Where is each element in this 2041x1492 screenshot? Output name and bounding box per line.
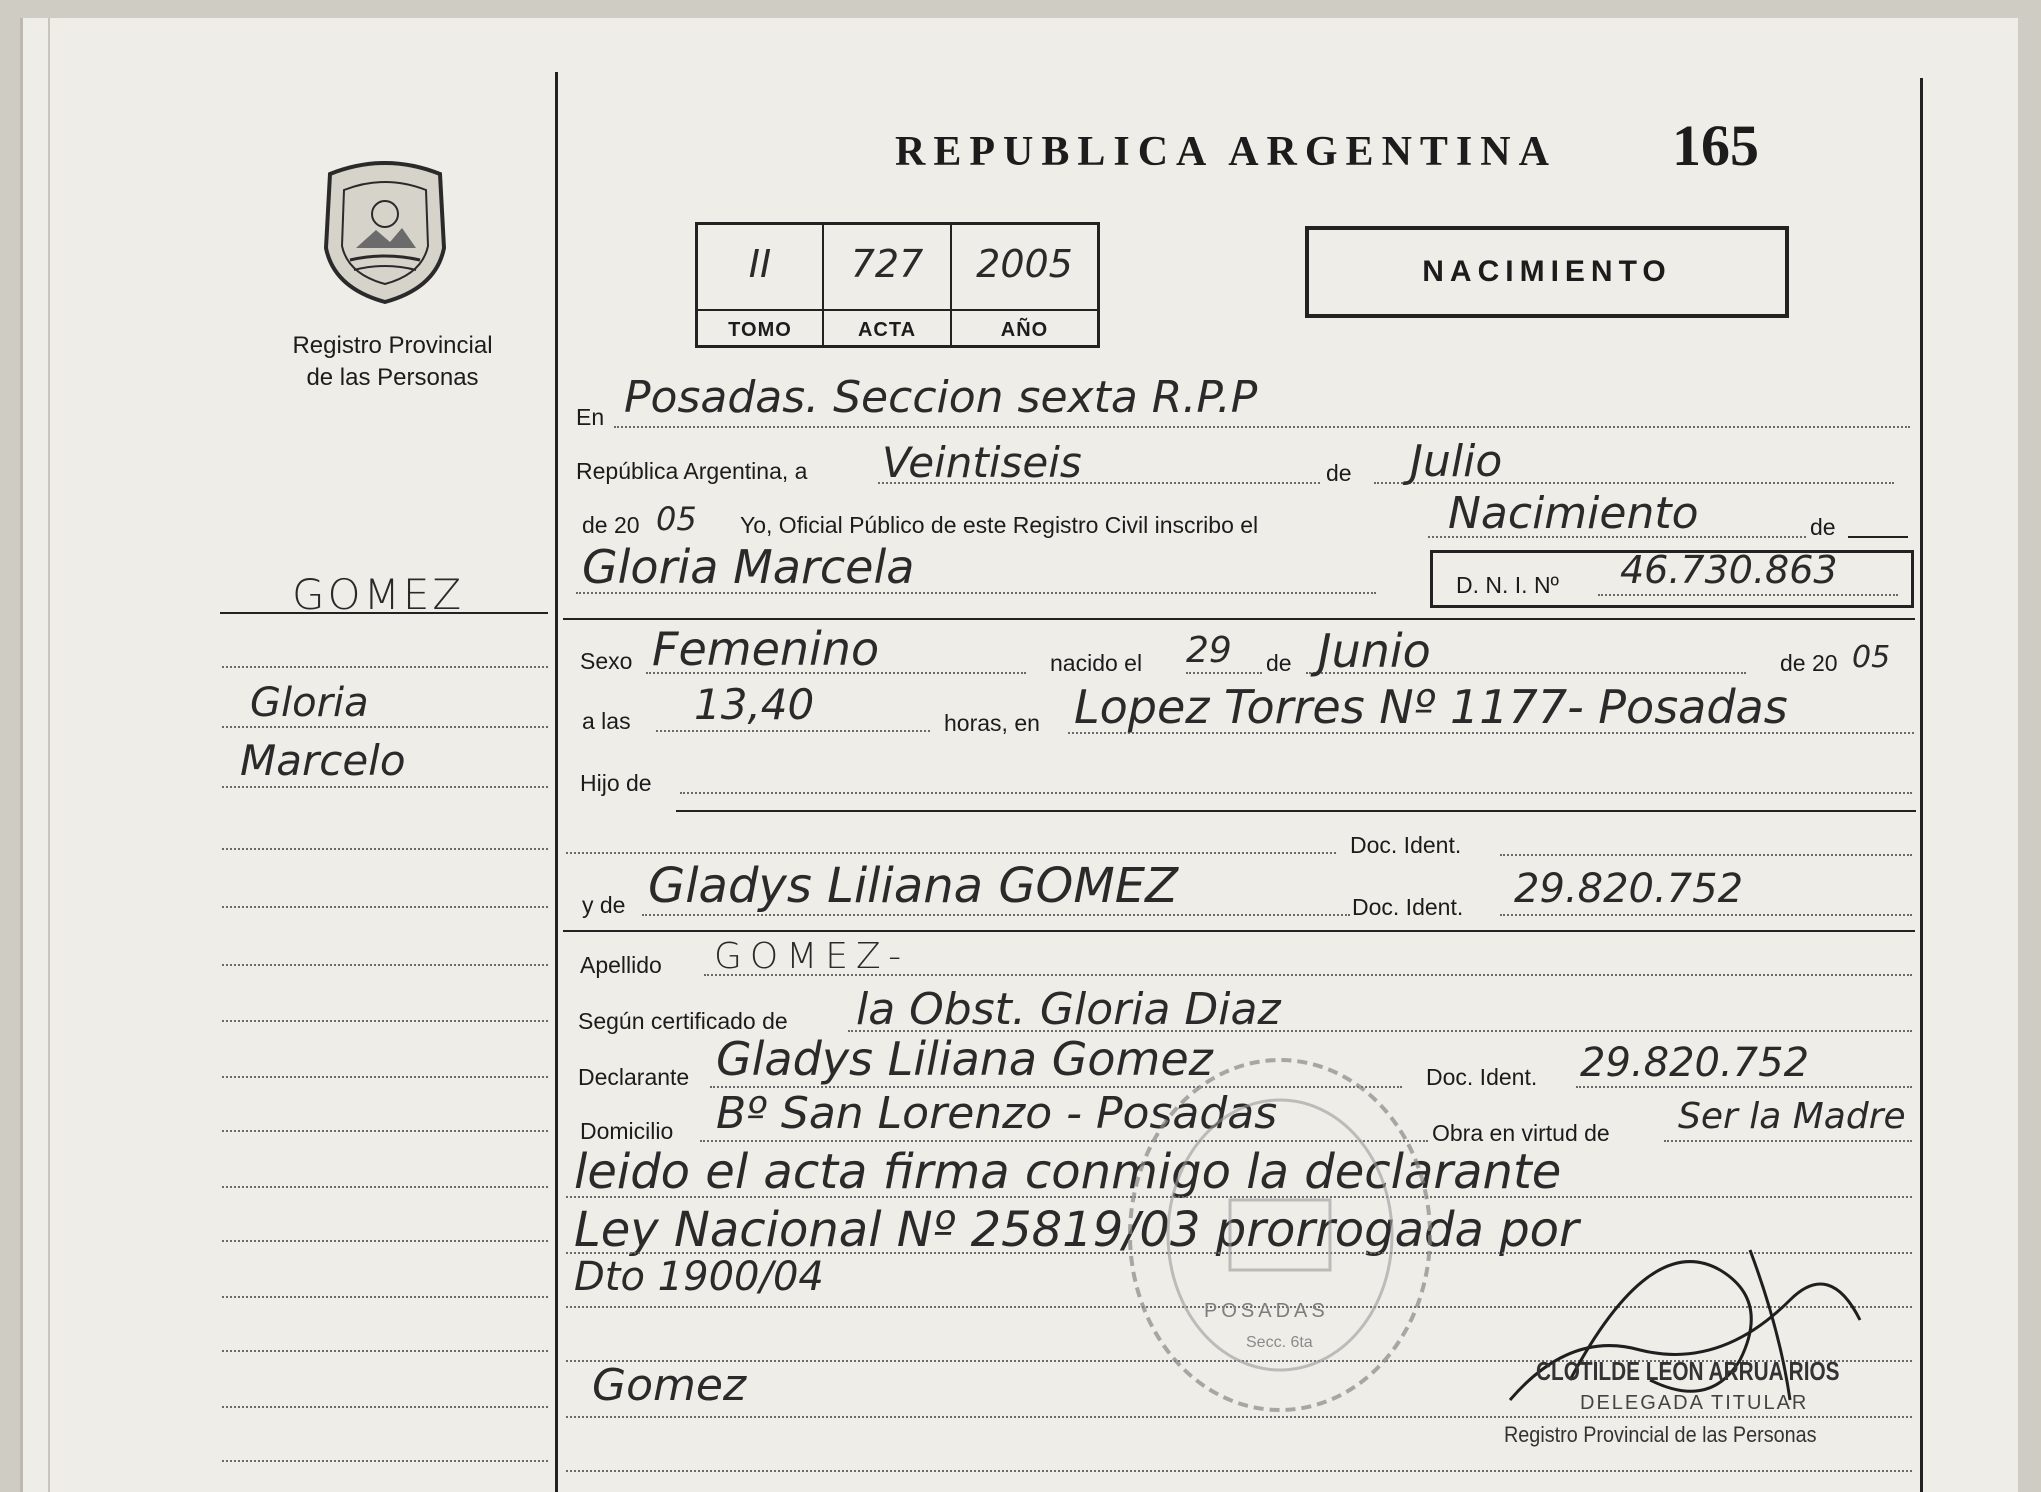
yde-label: y de (582, 892, 626, 918)
official-name: CLOTILDE LEON ARRUA RIOS (1536, 1356, 1840, 1386)
segun-value: la Obst. Gloria Diaz (856, 984, 1281, 1035)
en-value: Posadas. Seccion sexta R.P.P (624, 372, 1258, 423)
doc-ident-label: Doc. Ident. (1350, 832, 1462, 858)
inscribo-value: Nacimiento (1448, 488, 1699, 539)
domicilio-label: Domicilio (580, 1118, 674, 1144)
page-fold (48, 18, 50, 1492)
margin-line (222, 726, 548, 728)
margin-line (222, 848, 548, 850)
column-divider-right (1920, 78, 1923, 1492)
obra-label: Obra en virtud de (1432, 1120, 1610, 1146)
margin-line (222, 786, 548, 788)
margin-line (222, 1186, 548, 1188)
declarante-doc-line (1576, 1086, 1912, 1088)
hijo-label: Hijo de (580, 770, 652, 796)
margin-name1: Gloria (250, 680, 369, 726)
dni-label: D. N. I. Nº (1456, 572, 1559, 598)
dni-line (1598, 594, 1898, 596)
father-doc-line (1500, 854, 1912, 856)
anio-value: 2005 (976, 242, 1073, 286)
margin-line (222, 1350, 548, 1352)
doc-ident-label-2: Doc. Ident. (1352, 894, 1464, 920)
de-label-3: de (1266, 650, 1292, 676)
province-seal-icon (316, 156, 454, 306)
birth-month-value: Junio (1318, 624, 1431, 678)
anio-label: AÑO (1000, 319, 1049, 341)
country-title: REPUBLICA ARGENTINA (895, 129, 1557, 175)
father-line (566, 852, 1336, 854)
child-name-value: Gloria Marcela (582, 540, 915, 594)
hijo-line (680, 792, 1912, 794)
official-office: Registro Provincial de las Personas (1504, 1422, 1817, 1447)
margin-line (222, 1296, 548, 1298)
acta-label: ACTA (857, 319, 917, 341)
place-value: Lopez Torres Nº 1177- Posadas (1074, 680, 1788, 734)
alas-label: a las (582, 708, 631, 734)
sexo-label: Sexo (580, 648, 633, 674)
registry-name-line2: de las Personas (306, 364, 479, 391)
mother-value: Gladys Liliana GOMEZ (648, 858, 1178, 914)
en-label: En (576, 404, 605, 430)
en-line (614, 426, 1910, 428)
official-title: DELEGADA TITULAR (1580, 1392, 1809, 1414)
margin-surname-line (220, 612, 548, 614)
acta-value: 727 (850, 242, 924, 286)
hijo-divider (676, 810, 1916, 812)
record-type: NACIMIENTO (1422, 255, 1672, 288)
birth-year-value: 05 (1852, 640, 1891, 675)
birth-year-prefix: de 20 (1780, 650, 1838, 676)
mother-doc-value: 29.820.752 (1514, 866, 1744, 912)
margin-line (222, 666, 548, 668)
horas-label: horas, en (944, 710, 1040, 736)
stamp-text: POSADAS (1204, 1300, 1329, 1322)
month-value: Julio (1410, 436, 1503, 487)
note-line-2: Ley Nacional Nº 25819/03 prorrogada por (574, 1202, 1579, 1258)
margin-line (222, 1406, 548, 1408)
day-value: Veintiseis (882, 438, 1082, 487)
inscribo-end-line (1848, 536, 1908, 538)
obra-line (1664, 1140, 1912, 1142)
folio-number: 165 (1672, 113, 1759, 178)
oficial-text: Yo, Oficial Público de este Registro Civil inscribo el (740, 512, 1259, 538)
declarante-doc-value: 29.820.752 (1580, 1040, 1810, 1086)
domicilio-value: Bº San Lorenzo - Posadas (716, 1088, 1278, 1139)
segun-label: Según certificado de (578, 1008, 788, 1034)
stamp-subtext: Secc. 6ta (1246, 1334, 1313, 1351)
record-type-box (1305, 226, 1789, 318)
declarante-value: Gladys Liliana Gomez (716, 1032, 1213, 1086)
column-divider-left (555, 72, 558, 1492)
year-prefix: de 20 (582, 512, 640, 538)
republica-label: República Argentina, a (576, 458, 808, 484)
margin-line (222, 1076, 548, 1078)
declarante-label: Declarante (578, 1064, 690, 1090)
year-value: 05 (656, 500, 697, 538)
declarant-signature: Gomez (592, 1360, 747, 1411)
tomo-cell (698, 222, 824, 348)
mother-line (642, 914, 1350, 916)
note-line-1: leido el acta firma conmigo la declarante (574, 1144, 1562, 1200)
acta-cell (824, 222, 952, 348)
birth-day-value: 29 (1186, 630, 1232, 671)
tomo-value: II (748, 242, 772, 286)
birth-day-line (1186, 672, 1262, 674)
nacido-label: nacido el (1050, 650, 1143, 676)
apellido-value: GOMEZ- (714, 936, 910, 977)
mother-divider (563, 930, 1915, 932)
margin-line (222, 964, 548, 966)
note-line-3: Dto 1900/04 (574, 1254, 824, 1300)
anio-cell (952, 222, 1097, 348)
child-name-line (576, 592, 1376, 594)
doc-ident-label-3: Doc. Ident. (1426, 1064, 1538, 1090)
hour-line (656, 730, 930, 732)
margin-line (222, 1130, 548, 1132)
margin-line (222, 1240, 548, 1242)
hour-value: 13,40 (694, 680, 815, 729)
dni-value: 46.730.863 (1620, 548, 1838, 592)
margin-line (222, 906, 548, 908)
margin-name2: Marcelo (240, 736, 406, 785)
registry-stamp-icon (1120, 1050, 1440, 1420)
sexo-value: Femenino (652, 622, 880, 676)
margin-line (222, 1460, 548, 1462)
de-label-2: de (1810, 514, 1836, 540)
registry-name-line1: Registro Provincial (292, 332, 493, 359)
obra-value: Ser la Madre (1678, 1096, 1906, 1137)
margin-line (222, 1020, 548, 1022)
mother-doc-line (1500, 914, 1912, 916)
note-line-6-rule (566, 1470, 1912, 1472)
tomo-label: TOMO (728, 319, 792, 341)
margin-surname: GOMEZ (292, 570, 465, 619)
apellido-label: Apellido (580, 952, 662, 978)
de-label: de (1326, 460, 1352, 486)
section-divider (563, 618, 1915, 620)
